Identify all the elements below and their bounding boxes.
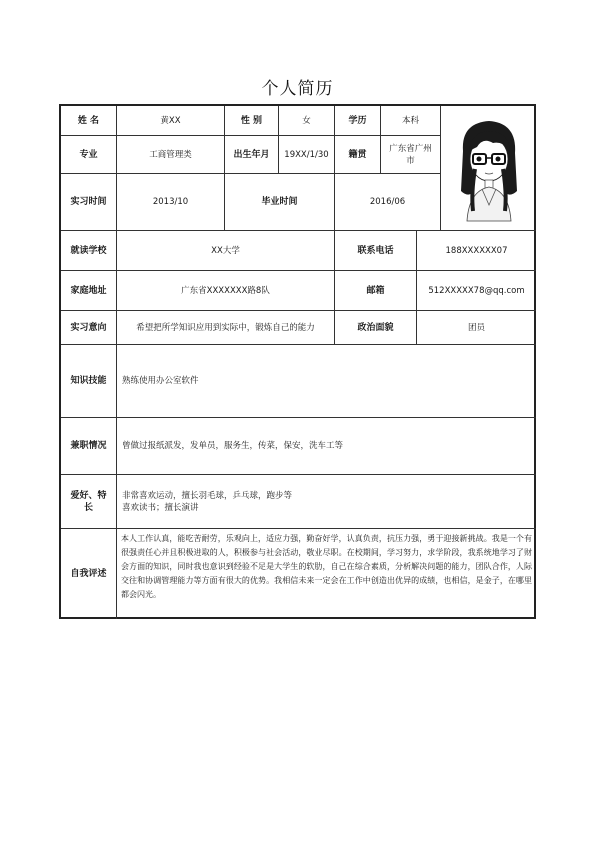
- gender-value: 女: [279, 106, 335, 136]
- gender-label: 性 别: [225, 106, 279, 136]
- school-label: 就读学校: [61, 231, 117, 271]
- resume-title: 个人简历: [261, 79, 334, 99]
- name-value: 黄XX: [117, 106, 225, 136]
- skills-value: 熟练使用办公室软件: [117, 345, 536, 418]
- education-value: 本科: [381, 106, 441, 136]
- school-value: XX大学: [117, 231, 335, 271]
- cartoon-girl-icon: [449, 113, 529, 223]
- native-label: 籍贯: [335, 136, 381, 174]
- birth-value: 19XX/1/30: [279, 136, 335, 174]
- resume-table: [59, 104, 536, 619]
- internship-value: 2013/10: [117, 174, 225, 231]
- education-label: 学历: [335, 106, 381, 136]
- graduation-label: 毕业时间: [225, 174, 335, 231]
- hobby-line-2: 喜欢读书；擅长演讲: [122, 502, 199, 513]
- email-value: 512XXXXX78@qq.com: [417, 271, 536, 311]
- politics-value: 团员: [417, 311, 536, 345]
- intent-label: 实习意向: [61, 311, 117, 345]
- politics-label: 政治面貌: [335, 311, 417, 345]
- parttime-value: 曾做过报纸派发，发单员，服务生，传菜，保安，洗车工等: [117, 418, 536, 475]
- birth-label: 出生年月: [225, 136, 279, 174]
- hobby-value: [117, 475, 536, 529]
- hobby-label: 爱好、特长: [61, 475, 117, 529]
- phone-label: 联系电话: [335, 231, 417, 271]
- native-value: 广东省广州市: [381, 136, 441, 174]
- avatar: [441, 106, 536, 231]
- major-label: 专业: [61, 136, 117, 174]
- self-label: 自我评述: [61, 529, 117, 619]
- parttime-label: 兼职情况: [61, 418, 117, 475]
- phone-value: 188XXXXXX07: [417, 231, 536, 271]
- address-label: 家庭地址: [61, 271, 117, 311]
- name-label: 姓 名: [61, 106, 117, 136]
- address-value: 广东省XXXXXXX路8队: [117, 271, 335, 311]
- internship-label: 实习时间: [61, 174, 117, 231]
- skills-label: 知识技能: [61, 345, 117, 418]
- intent-value: 希望把所学知识应用到实际中，锻炼自己的能力: [117, 311, 335, 345]
- self-value: 本人工作认真，能吃苦耐劳，乐观向上，适应力强，勤奋好学，认真负责，抗压力强，勇于迎接新挑战。我是一个有很强责任心并且积极进取的人，积极参与社会活动，敬业尽职。在校期间，学习努力，求学阶段，我系统地学习了财会方面的知识，同时我也意识到经验不足是大学生的软肋，自己在综合素质，分析解决问题的能力，团队合作，人际交往和协调管理能力等方面有很大的优势。我相信未来一定会在工作中创造出优异的成绩，也相信，是金子，在哪里都会闪光。: [121, 534, 532, 599]
- major-value: 工商管理类: [117, 136, 225, 174]
- graduation-value: 2016/06: [335, 174, 441, 231]
- email-label: 邮箱: [335, 271, 417, 311]
- hobby-line-1: 非常喜欢运动，擅长羽毛球，乒乓球，跑步等: [122, 490, 293, 501]
